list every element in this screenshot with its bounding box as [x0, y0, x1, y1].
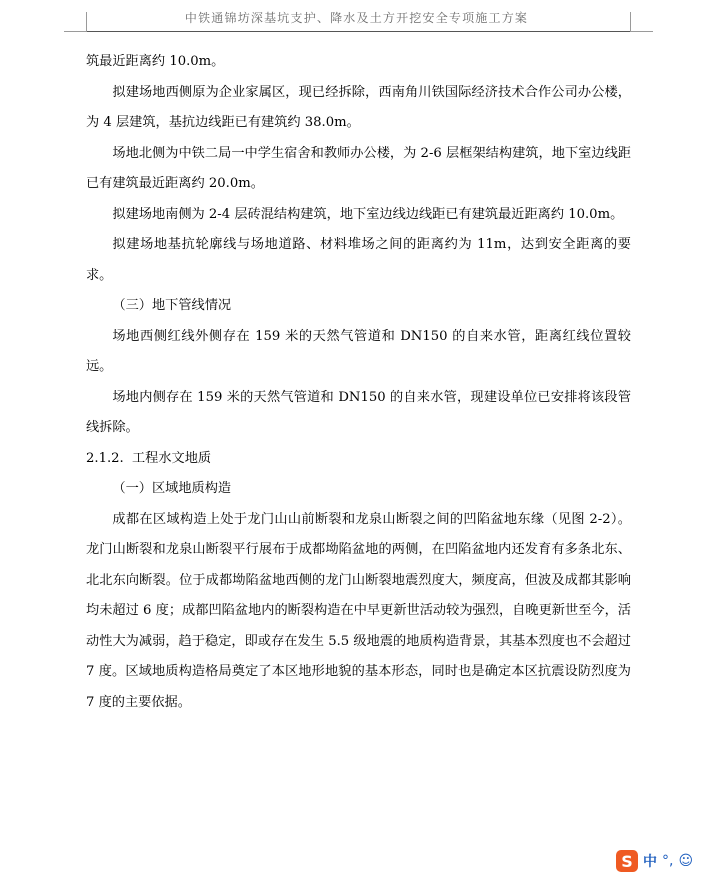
crop-mark-right-h: [631, 31, 653, 32]
paragraph-geology: 成都在区域构造上处于龙门山山前断裂和龙泉山断裂之间的凹陷盆地东缘（见图 2-2）。龙门山断裂和龙泉山断裂平行展布于成都坳陷盆地的两侧，在凹陷盆地内还发育有多条北东、北北东向断裂。位于成都坳陷盆地西侧的龙门山断裂地震烈度大，频度高，但波及成都其影响均未超过 6 度；成都凹陷盆地内的断裂构造在中早更新世活动较为强烈，自晚更新世至今，活动性大为减弱，趋于稳定，即或存在发生 5.5 级地震的地质构造背景，其基本烈度也不会超过 7 度。区域地质构造格局奠定了本区地形地貌的基本形态，同时也是确定本区抗震设防烈度为 7 度的主要依据。: [86, 511, 631, 710]
ime-mode-toggle[interactable]: 中: [643, 854, 657, 870]
crop-mark-left-v: [86, 12, 87, 32]
ime-toolbar[interactable]: [616, 848, 713, 874]
header-rule: [86, 31, 631, 32]
paragraph-3: 场地北侧为中铁二局一中学生宿舍和教师办公楼，为 2-6 层框架结构建筑，地下室边线距已有建筑最近距离约 20.0m。: [86, 145, 631, 191]
ime-emoji-icon[interactable]: ☺: [678, 853, 694, 869]
paragraph-5: 拟建场地基抗轮廓线与场地道路、材料堆场之间的距离约为 11m，达到安全距离的要求。: [86, 237, 631, 283]
paragraph-6: 场地西侧红线外侧存在 159 米的天然气管道和 DN150 的自来水管，距离红线位置较远。: [86, 328, 631, 374]
section-number: 2.1.2.: [86, 450, 124, 466]
document-body: [86, 47, 631, 718]
subheading-geology: （一）区域地质构造: [112, 481, 232, 496]
paragraph-2: 拟建场地西侧原为企业家属区，现已经拆除，西南角川铁国际经济技术合作公司办公楼，为 4 层建筑，基抗边线距已有建筑约 38.0m。: [86, 84, 631, 130]
crop-mark-left-h: [64, 31, 86, 32]
paragraph-1: 筑最近距离约 10.0m。: [86, 54, 225, 69]
ime-punctuation-toggle[interactable]: °,: [662, 853, 674, 869]
page-header-title: 中铁通锦坊深基坑支护、降水及土方开挖安全专项施工方案: [184, 11, 529, 25]
paragraph-4: 拟建场地南侧为 2-4 层砖混结构建筑，地下室边线边线距已有建筑最近距离约 10.0m。: [112, 206, 624, 222]
paragraph-7: 场地内侧存在 159 米的天然气管道和 DN150 的自来水管，现建设单位已安排将该段管线拆除。: [86, 389, 631, 435]
crop-mark-right-v: [630, 12, 631, 32]
sogou-logo-icon[interactable]: S: [616, 850, 638, 872]
section-heading: [86, 444, 631, 475]
subheading-pipelines: （三）地下管线情况: [112, 298, 232, 313]
section-title: 工程水文地质: [132, 450, 212, 466]
